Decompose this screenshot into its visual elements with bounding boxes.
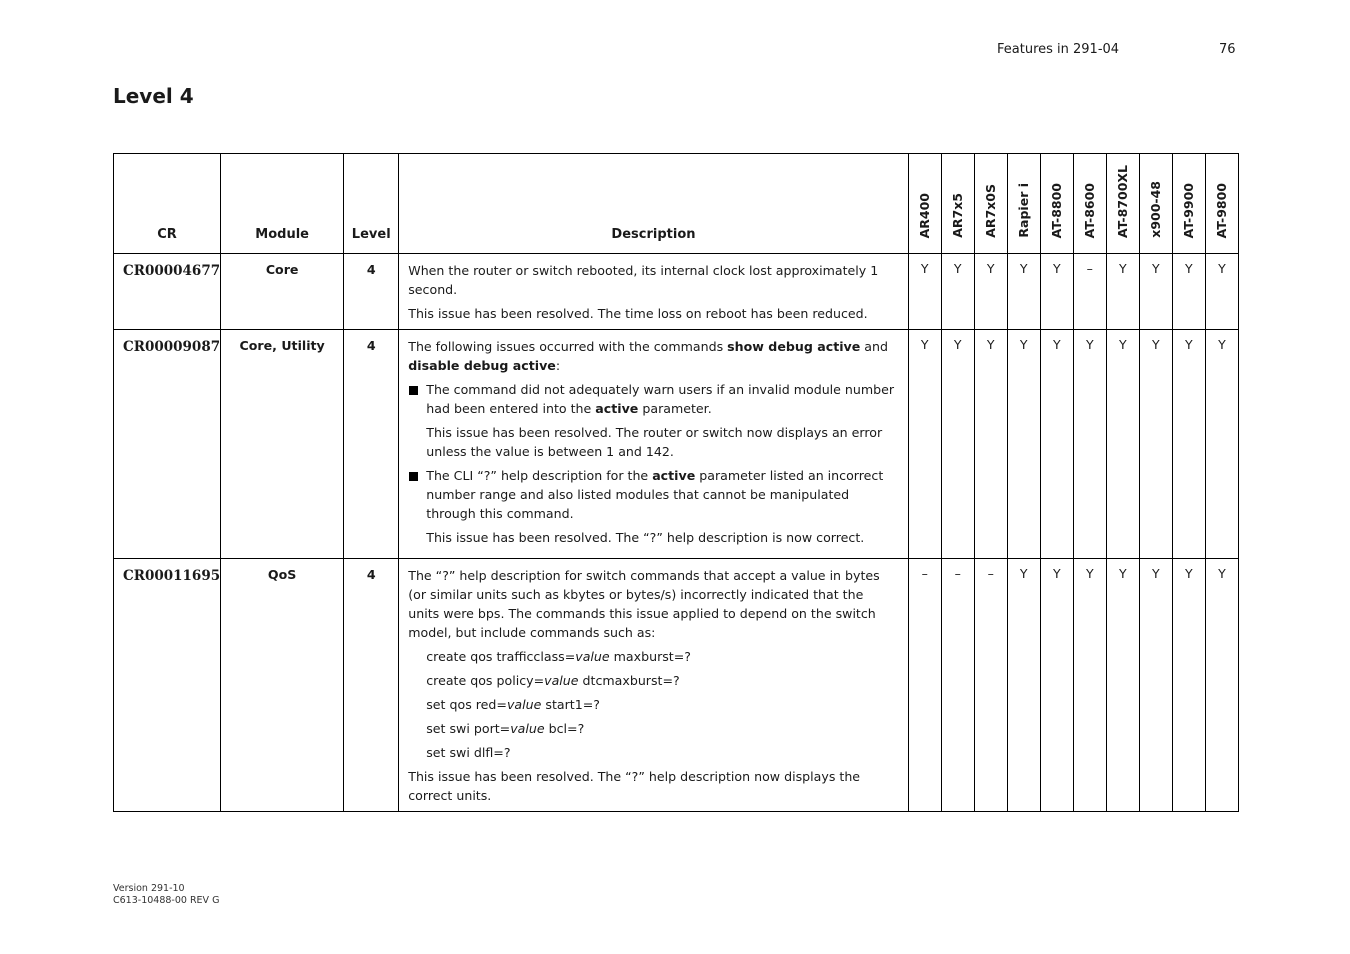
page-title: Level 4 [113, 84, 194, 108]
product-label: AT-8800 [1049, 182, 1065, 238]
col-header-description: Description [399, 154, 908, 254]
resolution-text: This issue has been resolved. The router or switch now displays an error unless the value is between 1 and 142. [426, 425, 883, 459]
support-flag: Y [1106, 254, 1139, 330]
square-bullet-icon [409, 386, 418, 395]
col-header-cr: CR [114, 154, 221, 254]
support-flag: Y [974, 254, 1007, 330]
col-header-product [1040, 154, 1073, 254]
description-intro: The following issues occurred with the commands show debug active and disable debug active: [408, 339, 888, 373]
cr-number: CR00004677 [114, 254, 221, 330]
cr-table [113, 153, 1239, 812]
resolution-text: This issue has been resolved. The time loss on reboot has been reduced. [408, 306, 868, 321]
col-header-product [974, 154, 1007, 254]
parameter-name: active [595, 401, 639, 416]
command-name: show debug active [727, 339, 861, 354]
support-flag: Y [1139, 254, 1172, 330]
product-label: x900-48 [1148, 181, 1164, 238]
product-label: AR7x0S [983, 184, 999, 238]
support-flag: Y [908, 330, 941, 559]
support-flag: Y [974, 330, 1007, 559]
support-flag: Y [1139, 330, 1172, 559]
table-row [114, 254, 1239, 330]
level-cell: 4 [344, 330, 399, 559]
table-row [114, 330, 1239, 559]
product-label: AR400 [917, 192, 933, 238]
col-header-product [1172, 154, 1205, 254]
cr-number: CR00009087 [114, 330, 221, 559]
col-header-product [1106, 154, 1139, 254]
col-header-product [908, 154, 941, 254]
command-name: disable debug active [408, 358, 556, 373]
support-flag: – [941, 559, 974, 812]
bullet-item: The CLI “?” help description for the active parameter listed an incorrect number range and also listed modules that cannot be manipulated through this command. [408, 466, 897, 523]
support-flag: – [1073, 254, 1106, 330]
product-label: AT-9900 [1181, 182, 1197, 238]
description-cell [399, 254, 908, 330]
support-flag: Y [1040, 330, 1073, 559]
support-flag: Y [1073, 559, 1106, 812]
footer-doc-id: C613-10488-00 REV G [113, 895, 220, 906]
support-flag: Y [1007, 254, 1040, 330]
parameter-name: active [652, 468, 696, 483]
level-cell: 4 [344, 254, 399, 330]
support-flag: Y [1073, 330, 1106, 559]
bullet-item: The command did not adequately warn users if an invalid module number had been entered into the active parameter. [408, 380, 897, 418]
support-flag: – [974, 559, 1007, 812]
level-cell: 4 [344, 559, 399, 812]
page-number: 76 [1219, 42, 1236, 57]
command-example: create qos policy=value dtcmaxburst=? [426, 673, 680, 688]
table-row [114, 559, 1239, 812]
product-label: AT-8600 [1082, 182, 1098, 238]
footer-version: Version 291-10 [113, 883, 185, 894]
support-flag: Y [1205, 330, 1238, 559]
description-cell [399, 559, 908, 812]
command-example: set swi dlfl=? [426, 745, 511, 760]
support-flag: Y [1172, 559, 1205, 812]
product-label: Rapier i [1016, 183, 1032, 238]
product-label: AR7x5 [950, 193, 966, 238]
product-label: AT-9800 [1214, 182, 1230, 238]
support-flag: Y [941, 330, 974, 559]
support-flag: Y [908, 254, 941, 330]
module-cell: Core [221, 254, 344, 330]
col-header-module: Module [221, 154, 344, 254]
resolution-text: This issue has been resolved. The “?” help description is now correct. [426, 530, 865, 545]
module-cell: QoS [221, 559, 344, 812]
square-bullet-icon [409, 472, 418, 481]
command-example: set qos red=value start1=? [426, 697, 600, 712]
support-flag: Y [1106, 330, 1139, 559]
support-flag: Y [941, 254, 974, 330]
support-flag: Y [1205, 254, 1238, 330]
support-flag: Y [1139, 559, 1172, 812]
product-label: AT-8700XL [1115, 165, 1131, 238]
description-text: When the router or switch rebooted, its internal clock lost approximately 1 second. [408, 263, 879, 297]
support-flag: Y [1172, 254, 1205, 330]
col-header-level: Level [344, 154, 399, 254]
header-row [114, 154, 1239, 254]
description-text: The “?” help description for switch commands that accept a value in bytes (or similar units such as kbytes or bytes/s) incorrectly indicated that the units were bps. The commands this issue applied to depend on the switch model, but include commands such as: [408, 568, 880, 640]
support-flag: Y [1040, 254, 1073, 330]
col-header-product [1205, 154, 1238, 254]
cr-number: CR00011695 [114, 559, 221, 812]
command-example: set swi port=value bcl=? [426, 721, 585, 736]
col-header-product [1007, 154, 1040, 254]
col-header-product [1073, 154, 1106, 254]
module-cell: Core, Utility [221, 330, 344, 559]
support-flag: Y [1106, 559, 1139, 812]
resolution-text: This issue has been resolved. The “?” help description now displays the correct units. [408, 769, 861, 803]
support-flag: Y [1040, 559, 1073, 812]
support-flag: Y [1205, 559, 1238, 812]
running-header-section: Features in 291-04 [997, 42, 1120, 57]
col-header-product [1139, 154, 1172, 254]
command-example: create qos trafficclass=value maxburst=? [426, 649, 691, 664]
col-header-product [941, 154, 974, 254]
description-cell [399, 330, 908, 559]
support-flag: – [908, 559, 941, 812]
support-flag: Y [1007, 559, 1040, 812]
support-flag: Y [1172, 330, 1205, 559]
support-flag: Y [1007, 330, 1040, 559]
